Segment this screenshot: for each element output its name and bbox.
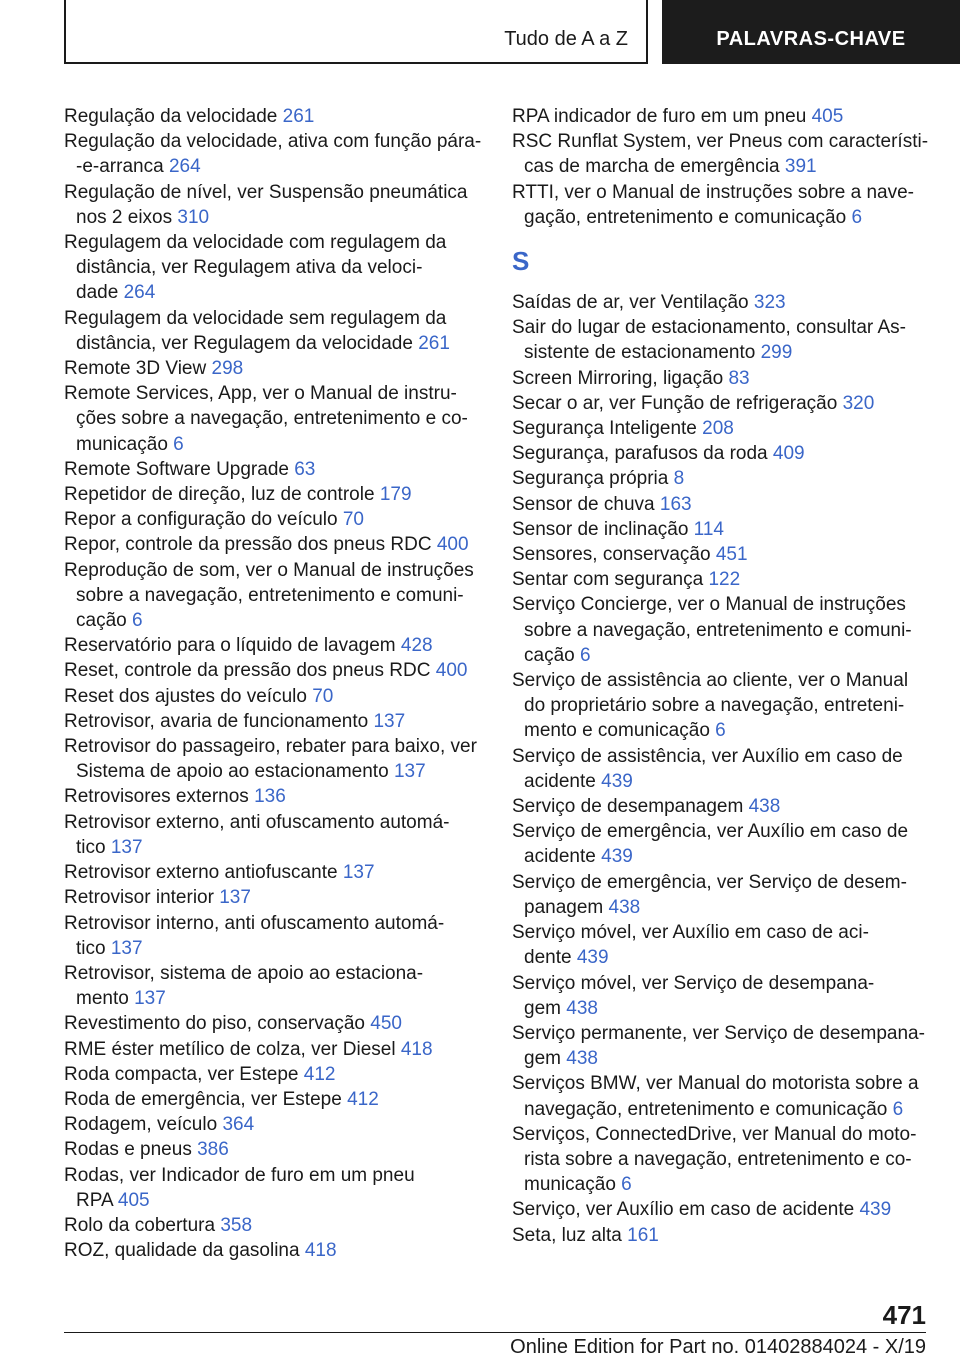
index-entry-text: mento — [76, 988, 129, 1010]
index-entry — [64, 230, 484, 306]
index-entry-text: sobre a navegação, entretenimento e comuni- — [524, 619, 912, 641]
index-entry-text: rista sobre a navegação, entretenimento e co- — [524, 1148, 912, 1170]
index-page-link[interactable]: 137 — [373, 710, 406, 732]
index-entry-text: Regulação da velocidade — [64, 106, 278, 127]
index-entry-text: Repetidor de direção, luz de controle — [64, 484, 375, 506]
index-entry — [512, 1122, 932, 1198]
index-page-link[interactable]: 386 — [197, 1139, 229, 1161]
index-entry — [64, 658, 484, 683]
index-entry — [512, 315, 932, 365]
index-entry — [512, 104, 932, 129]
index-page-link[interactable]: 358 — [220, 1214, 253, 1236]
index-entry-text: cação — [76, 610, 127, 632]
index-entry-text: municação — [524, 1174, 616, 1196]
index-entry-text: RPA indicador de furo em um pneu — [512, 106, 807, 127]
index-entry — [64, 1137, 484, 1162]
index-page-link[interactable]: 161 — [627, 1224, 659, 1246]
index-page-link[interactable]: 137 — [219, 887, 251, 909]
index-page-link[interactable]: 70 — [342, 509, 364, 531]
index-page-link[interactable]: 438 — [566, 997, 598, 1019]
index-entry — [64, 885, 484, 910]
index-entry — [64, 684, 484, 709]
index-entry-text: mento e comunicação — [524, 720, 710, 742]
index-entry — [64, 784, 484, 809]
index-page-link[interactable]: 6 — [173, 433, 184, 455]
index-column-left — [64, 104, 484, 1263]
index-entry-text: navegação, entretenimento e comunicação — [524, 1098, 888, 1120]
index-entry-text: sistente de estacionamento — [524, 342, 756, 364]
index-page-link[interactable]: 6 — [621, 1174, 632, 1196]
index-entry-text: gação, entretenimento e comunicação — [524, 206, 847, 228]
index-entry-text: gem — [524, 1048, 561, 1070]
index-page-link[interactable]: 261 — [418, 332, 450, 354]
index-page-link[interactable]: 137 — [342, 862, 375, 884]
index-page-link[interactable]: 364 — [222, 1114, 255, 1136]
index-entry-text: RTTI, ver o Manual de instruções sobre a nave- — [512, 181, 915, 203]
index-entry — [512, 366, 932, 391]
index-entry-text: panagem — [524, 896, 604, 918]
index-page-link[interactable]: 70 — [312, 685, 334, 707]
index-entry-text: Regulagem da velocidade com regulagem da — [64, 232, 447, 254]
index-entry — [64, 810, 484, 860]
index-page-link[interactable]: 439 — [601, 770, 633, 792]
index-entry-text: Sensores, conservação — [512, 544, 711, 566]
index-entry-text: Serviço de emergência, ver Auxílio em caso de — [512, 821, 909, 843]
index-entry — [64, 1163, 484, 1213]
index-page-link[interactable]: 261 — [282, 106, 315, 127]
index-entry — [64, 129, 484, 179]
index-entry — [512, 542, 932, 567]
index-entry-text: Serviço Concierge, ver o Manual de instruções — [512, 594, 906, 616]
index-entry-text: Regulação de nível, ver Suspensão pneumática — [64, 181, 468, 203]
index-page-link[interactable]: 163 — [659, 493, 692, 515]
index-page-link[interactable]: 137 — [110, 836, 143, 858]
index-entry-text: Segurança própria — [512, 468, 669, 490]
index-entry — [64, 911, 484, 961]
index-entry-text: Remote Services, App, ver o Manual de instru- — [64, 383, 457, 405]
index-entry — [64, 734, 484, 784]
index-entry — [512, 391, 932, 416]
index-entry — [512, 870, 932, 920]
index-entry-text: dade — [76, 282, 119, 304]
index-page-link[interactable]: 439 — [601, 846, 633, 868]
index-entry — [512, 794, 932, 819]
index-entry-text: Serviço móvel, ver Serviço de desempana- — [512, 972, 875, 994]
index-page-link[interactable]: 439 — [576, 947, 609, 969]
index-entry — [512, 1223, 932, 1248]
index-entry — [64, 532, 484, 557]
index-entry-text: tico — [76, 836, 106, 858]
index-entry-text: Revestimento do piso, conservação — [64, 1013, 365, 1035]
index-entry — [512, 129, 932, 179]
index-entry — [512, 819, 932, 869]
index-page-link[interactable]: 208 — [702, 418, 734, 440]
index-entry-text: Roda de emergência, ver Estepe — [64, 1088, 342, 1110]
index-entry-text: Serviço permanente, ver Serviço de desempana- — [512, 1022, 925, 1044]
index-entry — [512, 1197, 932, 1222]
index-entry-text: Serviços, ConnectedDrive, ver Manual do moto- — [512, 1123, 917, 1145]
index-entry — [512, 971, 932, 1021]
index-page-link[interactable]: 451 — [715, 544, 748, 566]
index-page-link[interactable]: 114 — [693, 518, 724, 540]
index-entry — [512, 1021, 932, 1071]
index-entry — [512, 592, 932, 668]
index-entry-text: Sensor de inclinação — [512, 518, 689, 540]
index-page-link[interactable]: 122 — [708, 569, 741, 591]
footer-edition-text: Online Edition for Part no. 01402884024 - X/19 — [510, 1336, 926, 1358]
index-entry — [512, 668, 932, 744]
index-entry-text: ROZ, qualidade da gasolina — [64, 1240, 300, 1262]
index-entry-text: Retrovisor interior — [64, 887, 214, 909]
header-section-title: Tudo de A a Z — [504, 28, 628, 50]
index-entry-text: Retrovisor externo antiofuscante — [64, 862, 338, 884]
index-entry-text: Secar o ar, ver Função de refrigeração — [512, 392, 838, 414]
index-entry-text: Serviços BMW, ver Manual do motorista sobre a — [512, 1073, 919, 1095]
index-page-link[interactable]: 418 — [304, 1240, 337, 1262]
index-entry-text: Serviço de desempanagem — [512, 796, 744, 818]
index-entry — [64, 104, 484, 129]
index-entry — [512, 744, 932, 794]
index-entry-text: Rodagem, veículo — [64, 1114, 218, 1136]
index-entry — [64, 180, 484, 230]
index-page-link[interactable]: 264 — [168, 156, 201, 178]
index-entry-text: Retrovisor, avaria de funcionamento — [64, 710, 369, 732]
index-page-link[interactable]: 418 — [400, 1038, 433, 1060]
index-page-link[interactable]: 438 — [566, 1048, 598, 1070]
index-entry — [64, 1213, 484, 1238]
index-page-link[interactable]: 323 — [753, 292, 786, 314]
index-entry-text: Serviço, ver Auxílio em caso de acidente — [512, 1199, 855, 1221]
index-entry-text: Reprodução de som, ver o Manual de instruções — [64, 559, 474, 581]
index-entry-text: cação — [524, 644, 575, 666]
index-page-link[interactable]: 428 — [400, 635, 433, 657]
index-page-link[interactable]: 412 — [303, 1063, 336, 1085]
index-page-link[interactable]: 438 — [608, 896, 641, 918]
index-entry — [512, 920, 932, 970]
index-entry — [64, 1037, 484, 1062]
index-page-link[interactable]: 298 — [211, 358, 244, 380]
index-entry-text: Sair do lugar de estacionamento, consultar As- — [512, 317, 906, 339]
index-entry-text: Retrovisor, sistema de apoio ao estaciona- — [64, 962, 424, 984]
index-entry-text: Serviço móvel, ver Auxílio em caso de aci- — [512, 922, 869, 944]
index-entry-text: acidente — [524, 770, 596, 792]
index-entry-text: cas de marcha de emergência — [524, 156, 780, 178]
index-group-s — [512, 290, 932, 1248]
index-page-link[interactable]: 450 — [370, 1013, 402, 1035]
index-entry-text: Rodas, ver Indicador de furo em um pneu — [64, 1164, 415, 1186]
index-entry-text: Retrovisor interno, anti ofuscamento automá- — [64, 912, 445, 934]
index-entry-text: Serviço de assistência ao cliente, ver o Manual — [512, 670, 909, 692]
section-letter: S — [512, 246, 530, 277]
index-entry — [64, 1238, 484, 1263]
index-entry — [512, 180, 932, 230]
index-entry-text: ções sobre a navegação, entretenimento e co- — [76, 408, 468, 430]
index-entry — [64, 961, 484, 1011]
index-entry-text: Repor a configuração do veículo — [64, 509, 338, 531]
index-page-link[interactable]: 438 — [748, 796, 781, 818]
index-page-link[interactable]: 6 — [131, 610, 143, 632]
index-entry — [64, 633, 484, 658]
index-entry-text: Regulação da velocidade, ativa com função pára- — [64, 131, 482, 153]
index-entry-text: Rolo da cobertura — [64, 1214, 216, 1236]
index-entry-text: Reset, controle da pressão dos pneus RDC — [64, 660, 431, 682]
index-entry — [64, 457, 484, 482]
index-entry-text: distância, ver Regulagem da velocidade — [76, 332, 413, 354]
header-chapter-box — [662, 0, 960, 64]
index-page-link[interactable]: 137 — [134, 988, 166, 1010]
index-entry — [512, 441, 932, 466]
index-entry — [64, 381, 484, 457]
index-entry-text: Sensor de chuva — [512, 493, 655, 515]
index-entry-text: Reset dos ajustes do veículo — [64, 685, 307, 707]
index-entry — [512, 567, 932, 592]
index-entry-text: gem — [524, 997, 561, 1019]
index-group-r — [512, 104, 932, 230]
index-entry-text: dente — [524, 947, 572, 969]
index-entry-text: Repor, controle da pressão dos pneus RDC — [64, 534, 432, 556]
index-entry-text: Segurança Inteligente — [512, 418, 697, 440]
index-page-link[interactable]: 83 — [728, 367, 750, 389]
index-entry — [64, 1011, 484, 1036]
index-entry-text: tico — [76, 937, 106, 959]
index-entry-text: Retrovisor do passageiro, rebater para baixo, ver — [64, 736, 477, 758]
index-page-link[interactable]: 8 — [673, 468, 685, 490]
index-entry-text: Serviço de assistência, ver Auxílio em caso de — [512, 745, 903, 767]
index-entry-text: municação — [76, 433, 168, 455]
index-entry — [512, 290, 932, 315]
index-entry-text: Seta, luz alta — [512, 1224, 622, 1246]
index-entry-text: Rodas e pneus — [64, 1139, 192, 1161]
index-page-link[interactable]: 405 — [811, 106, 844, 127]
index-entry-text: Regulagem da velocidade sem regulagem da — [64, 307, 447, 329]
index-entry-text: Segurança, parafusos da roda — [512, 443, 768, 465]
index-entry-text: nos 2 eixos — [76, 206, 173, 228]
index-page-link[interactable]: 6 — [851, 206, 863, 228]
index-entry — [64, 507, 484, 532]
index-column-right — [512, 104, 932, 1248]
index-entry-text: Roda compacta, ver Estepe — [64, 1063, 299, 1085]
index-entry-text: do proprietário sobre a navegação, entreteni- — [524, 695, 905, 717]
index-entry — [64, 306, 484, 356]
index-page-link[interactable]: 310 — [177, 206, 210, 228]
index-entry-text: Serviço de emergência, ver Serviço de desem- — [512, 871, 907, 893]
index-entry — [64, 482, 484, 507]
index-entry — [512, 466, 932, 491]
index-entry — [64, 356, 484, 381]
footer-divider — [64, 1332, 926, 1333]
header-chapter-title: PALAVRAS-CHAVE — [716, 28, 906, 50]
index-page-link[interactable]: 6 — [715, 720, 726, 742]
index-entry — [64, 1062, 484, 1087]
index-page-link[interactable]: 137 — [110, 937, 143, 959]
index-entry-text: Sentar com segurança — [512, 569, 704, 591]
index-entry-text: distância, ver Regulagem ativa da veloci- — [76, 257, 423, 279]
index-entry-text: Sistema de apoio ao estacionamento — [76, 761, 389, 783]
index-entry-text: -e-arranca — [76, 156, 164, 178]
index-page-link[interactable]: 179 — [379, 484, 412, 506]
index-page-link[interactable]: 6 — [892, 1098, 904, 1120]
index-entry — [512, 1071, 932, 1121]
page-number: 471 — [882, 1300, 926, 1330]
index-entry-text: RPA — [76, 1189, 113, 1211]
index-entry-text: Retrovisor externo, anti ofuscamento automá- — [64, 811, 450, 833]
index-page-link[interactable]: 391 — [784, 156, 817, 178]
index-entry-text: Saídas de ar, ver Ventilação — [512, 292, 749, 314]
index-entry-text: Retrovisores externos — [64, 786, 249, 808]
index-entry — [64, 558, 484, 634]
index-entry-text: Remote Software Upgrade — [64, 458, 289, 480]
index-entry — [64, 1087, 484, 1112]
index-entry-text: RME éster metílico de colza, ver Diesel — [64, 1038, 396, 1060]
index-page-link[interactable]: 400 — [436, 534, 469, 556]
index-entry-text: acidente — [524, 846, 596, 868]
index-entry-text: Reservatório para o líquido de lavagem — [64, 635, 396, 657]
index-entry-text: Remote 3D View — [64, 358, 207, 380]
index-entry-text: sobre a navegação, entretenimento e comuni- — [76, 584, 464, 606]
index-entry — [512, 416, 932, 441]
index-page-link[interactable]: 136 — [254, 786, 286, 808]
index-page-link[interactable]: 6 — [579, 644, 591, 666]
index-page-link[interactable]: 405 — [117, 1189, 150, 1211]
index-page-link[interactable]: 439 — [859, 1199, 892, 1221]
index-page-link[interactable]: 320 — [842, 392, 875, 414]
header-section-box — [64, 0, 648, 64]
index-page-link[interactable]: 264 — [123, 282, 156, 304]
index-page-link[interactable]: 63 — [294, 458, 316, 480]
index-entry — [512, 492, 932, 517]
index-entry-text: Screen Mirroring, ligação — [512, 367, 724, 389]
index-page-link[interactable]: 409 — [772, 443, 805, 465]
index-entry — [64, 1112, 484, 1137]
index-entry — [64, 709, 484, 734]
index-page-link[interactable]: 299 — [760, 342, 793, 364]
index-page-link[interactable]: 400 — [435, 660, 468, 682]
index-entry-text: RSC Runflat System, ver Pneus com característi- — [512, 131, 929, 153]
index-entry — [64, 860, 484, 885]
index-page-link[interactable]: 137 — [393, 761, 426, 783]
index-entry — [512, 517, 932, 542]
index-page-link[interactable]: 412 — [347, 1088, 379, 1110]
